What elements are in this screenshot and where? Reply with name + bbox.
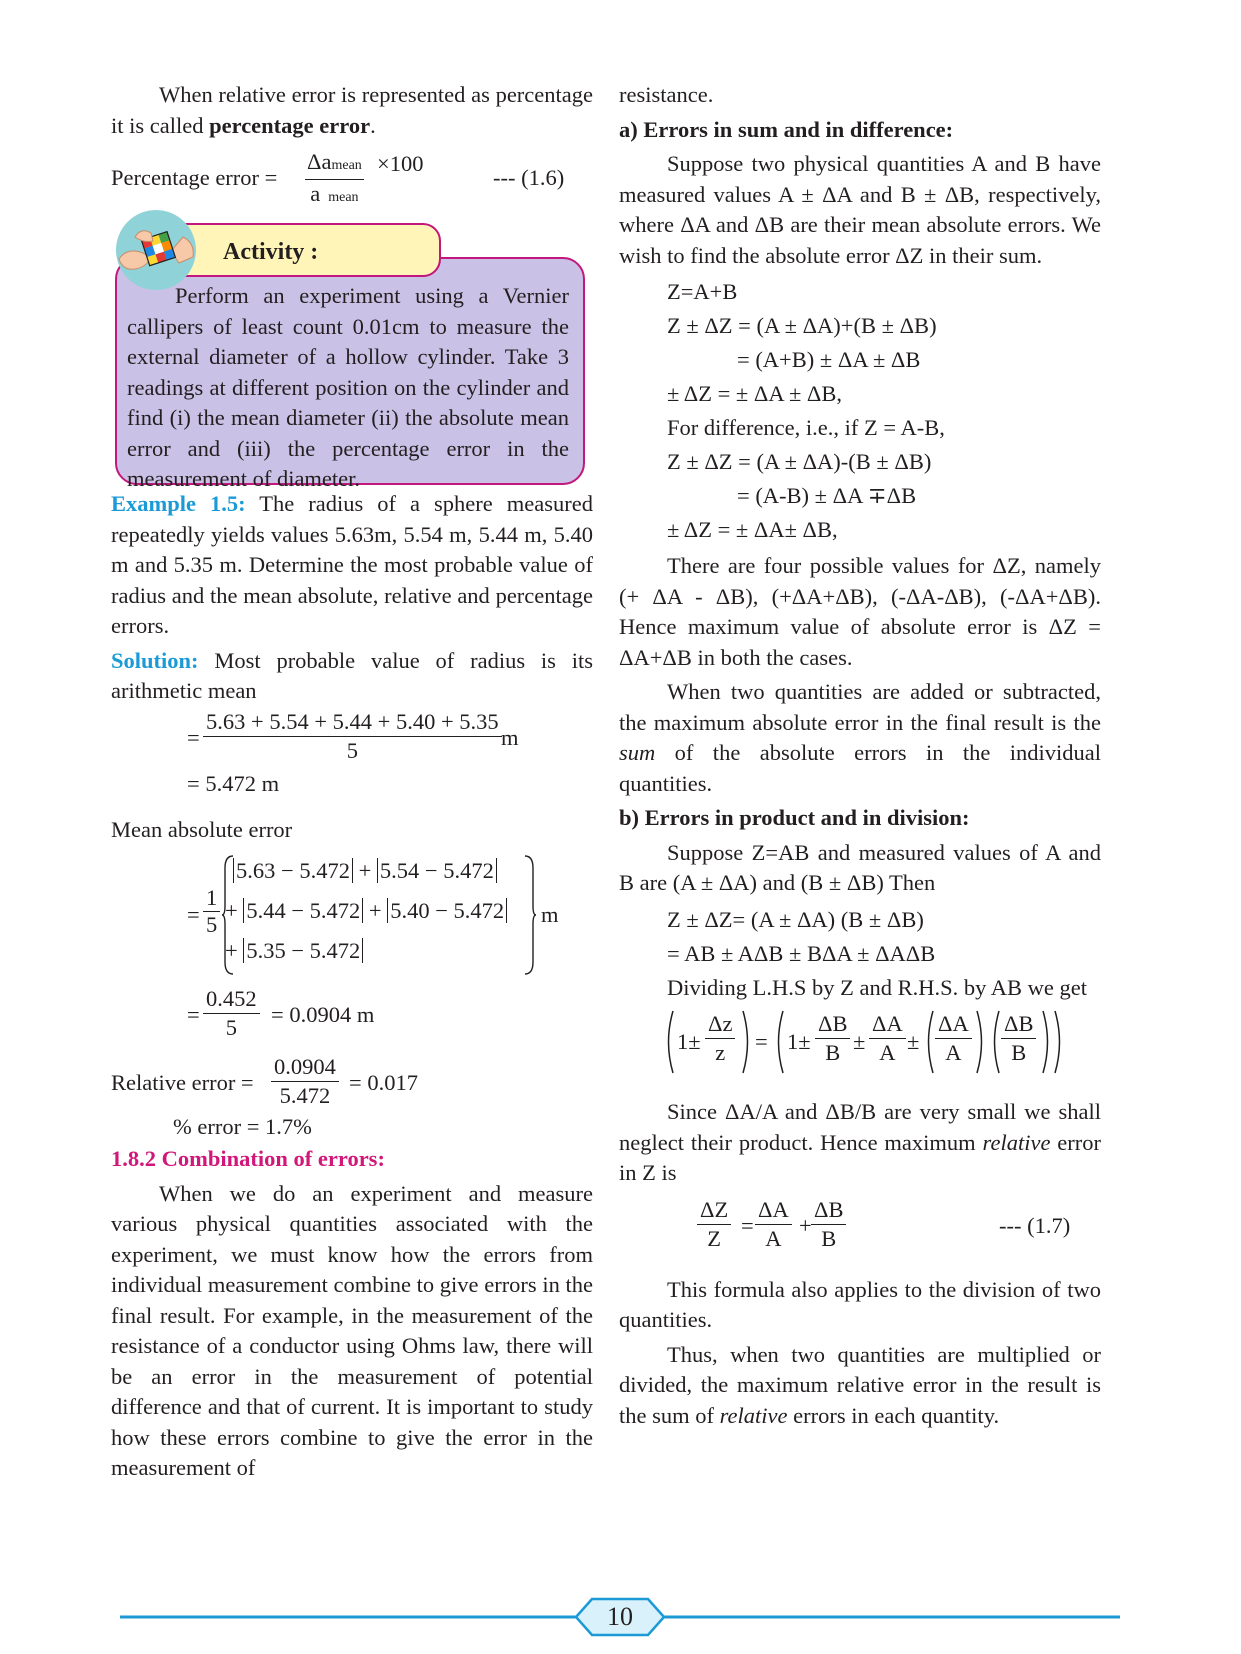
sum-line: = (A-B) ± ΔA ∓ΔB: [737, 483, 917, 508]
eq17-dz: ΔZ: [697, 1197, 731, 1225]
eq17-z: Z: [707, 1225, 721, 1251]
eq17-tag: --- (1.7): [999, 1212, 1071, 1238]
right-paren: [1053, 1009, 1065, 1075]
eq16-num: Δa: [307, 149, 332, 174]
activity-title: Activity :: [223, 239, 319, 265]
sum-line: For difference, i.e., if Z = A-B,: [667, 415, 945, 440]
mae-res-result: = 0.0904 m: [271, 1001, 375, 1027]
relative-error-expansion: [663, 1007, 1101, 1081]
mae-row-3: [225, 936, 363, 967]
rel-err-den: 5.472: [279, 1082, 331, 1108]
eq17-db: ΔB: [811, 1197, 846, 1225]
abs-term: 5.54 − 5.472: [377, 858, 497, 883]
eq16-num-sub: mean: [331, 158, 362, 173]
percentage-error-term: percentage error: [209, 112, 371, 138]
mean-num: 5.63 + 5.54 + 5.44 + 5.40 + 5.35: [203, 709, 502, 737]
thus-text-end: errors in each quantity.: [787, 1402, 1000, 1428]
thus-text: Thus, when two quantities are multiplied or divided, the maximum relative error in the result is the sum of: [619, 1341, 1101, 1428]
equals-sign: =: [755, 1029, 768, 1054]
paragraph-sum: Suppose two physical quantities A and B have measured values A ± ΔA and B ± ΔB, respectively, where ΔA and ΔB are their mean absolute errors. We wish to find the absolute error ΔZ in their sum.: [619, 151, 1101, 268]
equation-1-7: [619, 1195, 1101, 1261]
dz-den: z: [715, 1040, 726, 1065]
right-paren: [741, 1009, 753, 1075]
combination-paragraph: When we do an experiment and measure various physical quantities associated with the experiment, we must know how the errors from individual measurement combine to give errors in the final result. For example, in the measurement of the resistance of a conductor using Ohms law, there will be an error in the measurement of potential difference and that of current. It is important to study how these errors combine to give the error in the measurement of: [111, 1180, 593, 1480]
db-den: B: [1011, 1040, 1027, 1065]
product-derivation: [667, 903, 1101, 971]
abs-term: 5.35 − 5.472: [243, 938, 363, 963]
da-num: ΔA: [935, 1011, 972, 1039]
mae-equation: [111, 854, 593, 978]
db-over-b: [815, 1011, 850, 1066]
eq16-lhs: Percentage error =: [111, 165, 278, 190]
sum-line: Z ± ΔZ = (A ± ΔA)-(B ± ΔB): [667, 449, 932, 474]
sum-line: ± ΔZ = ± ΔA± ΔB,: [667, 517, 838, 542]
mae-one-fifth: [203, 886, 220, 937]
plus-sign: +: [225, 897, 238, 923]
heading-errors-sum-difference: a) Errors in sum and in difference:: [619, 116, 954, 142]
page-footer: [120, 1595, 1120, 1639]
mae-one: 1: [203, 886, 220, 912]
mean-result: = 5.472 m: [187, 770, 280, 796]
eq16-tag: --- (1.6): [493, 165, 565, 190]
mean-equation: [111, 709, 593, 767]
left-column: [111, 80, 593, 1484]
mean-fraction: [203, 709, 502, 764]
sum-line: ± ΔZ = ± ΔA ± ΔB,: [667, 381, 843, 406]
heading-errors-product-division: b) Errors in product and in division:: [619, 805, 970, 830]
solution-label: Solution:: [111, 647, 199, 673]
paragraph-dividing: Dividing L.H.S by Z and R.H.S. by AB we get: [667, 974, 1087, 1000]
intro-text: When relative error is represented as percentage it is called: [111, 82, 593, 138]
mae-res-num: 0.452: [203, 986, 260, 1014]
left-paren: [989, 1009, 1001, 1075]
when-italic: sum: [619, 740, 656, 765]
eq17-plus: +: [799, 1212, 812, 1238]
abs-term: 5.40 − 5.472: [387, 898, 507, 923]
since-text-end: error in Z is: [619, 1129, 1102, 1185]
abs-term: 5.63 − 5.472: [233, 858, 353, 883]
paragraph-product: Suppose Z=AB and measured values of A and B are (A ± ΔA) and (B ± ΔB) Then: [619, 839, 1101, 895]
right-column: [619, 80, 1101, 1431]
right-paren: [975, 1009, 987, 1075]
example-label: Example 1.5:: [111, 491, 246, 516]
mae-eq-sign: =: [187, 901, 200, 927]
rel-err-result: = 0.017: [349, 1069, 418, 1095]
right-paren: [1041, 1009, 1053, 1075]
mae-result-equation: [111, 986, 593, 1044]
left-paren: [773, 1009, 785, 1075]
mae-res-den: 5: [225, 1014, 237, 1040]
eq17-dz-over-z: [697, 1197, 731, 1252]
equation-1-6: [111, 149, 593, 209]
eq17-db-over-b: [811, 1197, 846, 1252]
product-line: = AB ± AΔB ± BΔA ± ΔAΔB: [667, 940, 936, 966]
abs-term: 5.44 − 5.472: [243, 898, 363, 923]
percent-error-line: % error = 1.7%: [173, 1113, 312, 1139]
eq17-equals: =: [741, 1212, 754, 1238]
paragraph-formula-division: This formula also applies to the division of two quantities.: [619, 1276, 1101, 1332]
paragraph-thus: [619, 1340, 1101, 1432]
activity-box: [113, 223, 587, 491]
paragraph-when-added: [619, 677, 1101, 799]
solution-text: Most probable value of radius is its arithmetic mean: [111, 647, 593, 703]
db-over-b-product: [1001, 1011, 1036, 1066]
example-1-5: [111, 489, 593, 642]
section-heading-1-8-2: 1.8.2 Combination of errors:: [111, 1146, 385, 1171]
eq17-da-over-a: [755, 1197, 792, 1252]
left-paren: [663, 1009, 675, 1075]
hands-rubiks-cube-icon: [113, 207, 199, 293]
intro-end: .: [370, 112, 376, 138]
eq16-den-sub: mean: [328, 190, 359, 205]
mae-res-eq: =: [187, 1001, 200, 1027]
paragraph-since: [619, 1097, 1101, 1189]
rel-err-num: 0.0904: [271, 1054, 339, 1082]
rel-err-fraction: [271, 1054, 339, 1109]
mae-res-fraction: [203, 986, 260, 1041]
sum-line: = (A+B) ± ΔA ± ΔB: [737, 347, 921, 372]
paragraph-four-values: There are four possible values for ΔZ, namely (+ ΔA - ΔB), (+ΔA+ΔB), (-ΔA-ΔB), (-ΔA+ΔB). Hence maximum value of absolute error is ΔZ = ΔA+ΔB in both the cases.: [619, 553, 1101, 670]
da-over-a: [869, 1011, 906, 1066]
eq16-fraction: [305, 149, 364, 211]
since-italic: relative: [982, 1129, 1051, 1155]
dz-num: Δz: [705, 1011, 735, 1039]
dz-over-z: [705, 1011, 735, 1066]
relative-error-equation: [111, 1054, 593, 1112]
example-text: The radius of a sphere measured repeatedly yields values 5.63m, 5.54 m, 5.44 m, 5.40 m and 5.35 m. Determine the most probable value of radius and the mean absolute, relative and percentage errors.: [111, 491, 593, 638]
eq17-a: A: [765, 1225, 782, 1251]
mae-row-1: [233, 856, 497, 887]
mean-eq-sign: =: [187, 724, 200, 750]
sum-derivation: [667, 275, 1101, 547]
product-line: Z ± ΔZ= (A ± ΔA) (B ± ΔB): [667, 906, 924, 932]
eq16-times: ×100: [377, 151, 424, 176]
db-den: B: [825, 1040, 841, 1065]
db-num: ΔB: [815, 1011, 850, 1039]
one-plus-minus: 1±: [677, 1029, 701, 1054]
da-den: A: [945, 1040, 962, 1065]
plus-minus: ±: [853, 1029, 866, 1054]
eq17-b: B: [821, 1225, 837, 1251]
eq16-den: a: [310, 181, 321, 206]
right-curly-brace: [523, 854, 537, 976]
intro-paragraph: [111, 80, 593, 141]
continued-text: resistance.: [619, 82, 714, 107]
da-den: A: [879, 1040, 896, 1065]
when-text-end: of the absolute errors in the individual quantities.: [619, 740, 1101, 796]
sum-line: Z=A+B: [667, 279, 738, 304]
eq17-da: ΔA: [755, 1197, 792, 1225]
thus-italic: relative: [719, 1402, 788, 1428]
mae-five: 5: [206, 911, 218, 937]
plus-sign: +: [368, 897, 382, 923]
rel-err-lhs: Relative error =: [111, 1069, 254, 1095]
db-num: ΔB: [1001, 1011, 1036, 1039]
plus-minus: ±: [907, 1029, 920, 1054]
solution-paragraph: [111, 646, 593, 707]
page-number: 10: [607, 1602, 633, 1631]
since-text: Since ΔA/A and ΔB/B are very small we shall neglect their product. Hence maximum: [619, 1099, 1101, 1155]
plus-sign: +: [225, 937, 238, 963]
da-over-a-product: [935, 1011, 972, 1066]
mean-absolute-error-label: Mean absolute error: [111, 817, 293, 842]
mean-den: 5: [346, 737, 358, 763]
mae-row-2: [225, 896, 507, 927]
da-num: ΔA: [869, 1011, 906, 1039]
mae-unit: m: [541, 901, 559, 927]
when-text: When two quantities are added or subtracted, the maximum absolute error in the final result is the: [619, 679, 1101, 735]
mean-unit: m: [501, 724, 519, 750]
left-paren: [923, 1009, 935, 1075]
plus-sign: +: [358, 857, 372, 883]
activity-body: Perform an experiment using a Vernier callipers of least count 0.01cm to measure the external diameter of a hollow cylinder. Take 3 readings at different position on the cylinder and find (i) the mean diameter (ii) the absolute mean error and (iii) the percentage error in the measurement of diameter.: [127, 283, 569, 491]
sum-line: Z ± ΔZ = (A ± ΔA)+(B ± ΔB): [667, 313, 937, 338]
one-plus-minus: 1±: [787, 1029, 811, 1054]
